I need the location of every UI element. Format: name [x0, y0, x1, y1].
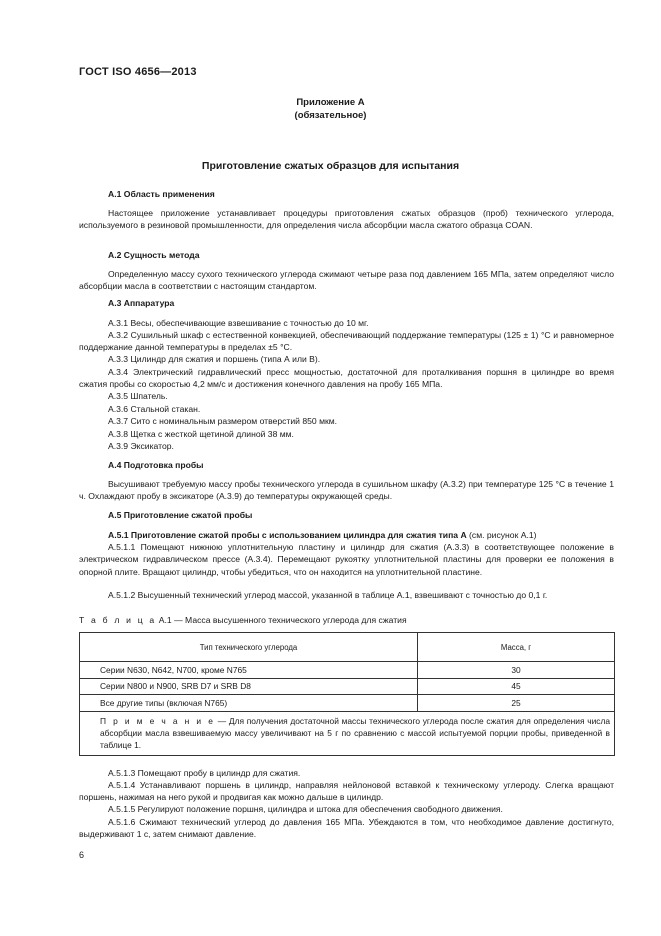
- item-a3-7: А.3.7 Сито с номинальным размером отверстий 850 мкм.: [108, 416, 338, 426]
- item-a3-4: А.3.4 Электрический гидравлический пресс мощностью, достаточной для проталкивания поршня в цилиндре во время сжатия пробы со скоростью 4,2 мм/с и достижения конечного давления на пробу 165 МПа.: [79, 367, 614, 390]
- item-a5-1-5: А.5.1.5 Регулируют положение поршня, цилиндра и штока для обеспечения свободного движения.: [108, 804, 503, 814]
- section-a2-heading: А.2 Сущность метода: [108, 250, 200, 260]
- item-a3-9: А.3.9 Эксикатор.: [108, 441, 174, 451]
- section-a5-heading: А.5 Приготовление сжатой пробы: [108, 510, 253, 520]
- table-caption-text: А.1 — Масса высушенного технического углерода для сжатия: [156, 615, 407, 625]
- section-a1-heading: А.1 Область применения: [108, 189, 215, 199]
- page-number: 6: [79, 850, 85, 860]
- table-caption: [79, 615, 407, 625]
- cell-type: Серии N800 и N900, SRB D7 и SRB D8: [80, 678, 418, 695]
- mass-table: [79, 632, 615, 756]
- item-a5-1-1: А.5.1.1 Помещают нижнюю уплотнительную пластину и цилиндр для сжатия (А.3.3) в соответствующее положение в электрическом гидравлическом прессе (А.3.4). Перемещают рукоятку уплотнительной пластины для проверки ее положения в опорной плите. Вращают цилиндр, чтобы убедиться, что он находится на уплотнительной пластине.: [79, 542, 614, 577]
- cell-type: Все другие типы (включая N765): [80, 695, 418, 712]
- section-a4-heading: А.4 Подготовка пробы: [108, 460, 204, 470]
- section-a4-text: Высушивают требуемую массу пробы технического углерода в сушильном шкафу (А.3.2) при температуре 125 °С в течение 1 ч. Охлаждают пробу в эксикаторе (А.3.9) до температуры окружающей среды.: [79, 479, 614, 502]
- item-a5-1-3: А.5.1.3 Помещают пробу в цилиндр для сжатия.: [108, 768, 301, 778]
- cell-mass: 30: [418, 662, 615, 679]
- table-row: [80, 662, 615, 679]
- annex-title: Приложение А: [296, 97, 365, 108]
- cell-mass: 45: [418, 678, 615, 695]
- item-a3-8: А.3.8 Щетка с жесткой щетиной длиной 38 мм.: [108, 429, 294, 439]
- annex-type: (обязательное): [294, 110, 367, 121]
- item-a5-1-6: А.5.1.6 Сжимают технический углерод до давления 165 МПа. Убеждаются в том, что необходимое давление достигнуто, выдерживают 1 с, затем снимают давление.: [79, 817, 614, 840]
- table-header-row: [80, 633, 615, 662]
- item-a3-2: А.3.2 Сушильный шкаф с естественной конвекцией, обеспечивающий поддержание температуры (125 ± 1) °С и равномерное поддержание данной температуры в пределах ±5 °С.: [79, 330, 614, 353]
- col-header-type: Тип технического углерода: [80, 633, 418, 662]
- item-a3-6: А.3.6 Стальной стакан.: [108, 404, 201, 414]
- table-note: [80, 711, 615, 756]
- cell-mass: 25: [418, 695, 615, 712]
- col-header-mass: Масса, г: [418, 633, 615, 662]
- item-a3-1: А.3.1 Весы, обеспечивающие взвешивание с точностью до 10 мг.: [108, 318, 369, 328]
- item-a5-1: [108, 530, 537, 540]
- section-a3-heading: А.3 Аппаратура: [108, 298, 175, 308]
- standard-header: ГОСТ ISO 4656—2013: [79, 66, 197, 78]
- table-row: [80, 695, 615, 712]
- section-a2-text: Определенную массу сухого технического углерода сжимают четыре раза под давлением 165 МПа, затем определяют число абсорбции масла в соответствии с настоящим стандартом.: [79, 269, 614, 292]
- item-a5-1-ref: (см. рисунок А.1): [466, 530, 537, 540]
- table-note-text: — Для получения достаточной массы технического углерода после сжатия для определения числа абсорбции масла взвешиваемую массу увеличивают на 5 г по сравнению с массой испытуемой порции пробы, приведенной в таблице 1.: [100, 715, 610, 750]
- item-a5-1-2: А.5.1.2 Высушенный технический углерод массой, указанной в таблице А.1, взвешивают с точностью до 0,1 г.: [108, 590, 548, 600]
- item-a3-3: А.3.3 Цилиндр для сжатия и поршень (типа А или В).: [108, 354, 321, 364]
- table-row: [80, 678, 615, 695]
- table-caption-prefix: Т а б л и ц а: [79, 615, 157, 625]
- item-a3-5: А.3.5 Шпатель.: [108, 391, 168, 401]
- table-note-label: П р и м е ч а н и е: [100, 715, 216, 726]
- table-note-row: [80, 711, 615, 756]
- item-a5-1-4: А.5.1.4 Устанавливают поршень в цилиндр, направляя нейлоновой вставкой к техническому углероду. Слегка вращают поршень, нажимая на него рукой и продвигая как можно дальше в цилиндр.: [79, 780, 614, 803]
- cell-type: Серии N630, N642, N700, кроме N765: [80, 662, 418, 679]
- document-title: Приготовление сжатых образцов для испытания: [201, 160, 460, 172]
- section-a1-text: Настоящее приложение устанавливает процедуры приготовления сжатых образцов (проб) технического углерода, используемого в резиновой промышленности, для определения числа абсорбции масла сжатого образца COAN.: [79, 208, 614, 231]
- item-a5-1-title: А.5.1 Приготовление сжатой пробы с использованием цилиндра для сжатия типа А: [108, 530, 467, 540]
